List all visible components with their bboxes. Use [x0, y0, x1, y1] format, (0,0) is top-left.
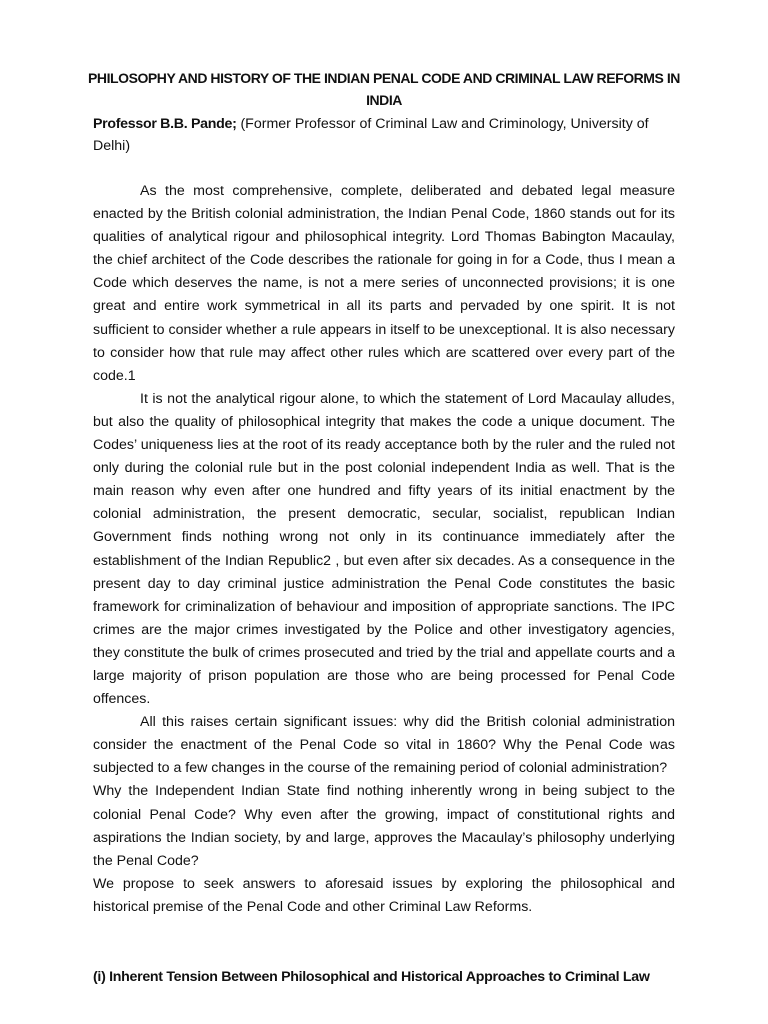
paragraph-4: Why the Independent Indian State find nothing inherently wrong in being subject to the colonial Penal Code? Why even after the growing, impact of constitutional rights and aspirations the Indian society, by and large, approves the Macaulay’s philosophy underlying the Penal Code? — [93, 783, 675, 869]
author-affiliation: (Former Professor of Criminal Law and Criminology, University of Delhi) — [93, 116, 649, 154]
section-heading: (i) Inherent Tension Between Philosophical and Historical Approaches to Criminal Law — [93, 969, 650, 985]
paragraph-2: It is not the analytical rigour alone, to which the statement of Lord Macaulay alludes, but also the quality of philosophical integrity that makes the code a unique document. The Codes’ uniqueness lies at the root of its ready acceptance both by the ruler and the ruled not only during the colonial rule but in the post colonial independent India as well. That is the main reason why even after one hundred and fifty years of its initial enactment by the colonial administration, the present democratic, secular, socialist, republican Indian Government finds nothing wrong not only in its continuance immediately after the establishment of the Indian Republic2 , but even after six decades. As a consequence in the present day to day criminal justice administration the Penal Code constitutes the basic framework for criminalization of behaviour and imposition of appropriate sanctions. The IPC crimes are the major crimes investigated by the Police and other investigatory agencies, they constitute the bulk of crimes prosecuted and tried by the trial and appellate courts and a large majority of prison population are those who are being processed for Penal Code offences. — [93, 390, 675, 708]
author-line — [93, 113, 683, 157]
paragraph-1: As the most comprehensive, complete, deliberated and debated legal measure enacted by the British colonial administration, the Indian Penal Code, 1860 stands out for its qualities of analytical rigour and philosophical integrity. Lord Thomas Babington Macaulay, the chief architect of the Code describes the rationale for going in for a Code, thus I mean a Code which deserves the name, is not a mere series of unconnected provisions; it is one great and entire work symmetrical in all its parts and pervaded by one spirit. It is not sufficient to consider whether a rule appears in itself to be unexceptional. It is also necessary to consider how that rule may affect other rules which are scattered over every part of the code.1 — [93, 183, 675, 384]
document-title: PHILOSOPHY AND HISTORY OF THE INDIAN PENAL CODE AND CRIMINAL LAW REFORMS IN INDIA — [88, 70, 680, 108]
paragraph-3: All this raises certain significant issues: why did the British colonial administration consider the enactment of the Penal Code so vital in 1860? Why the Penal Code was subjected to a few changes in the course of the remaining period of colonial administration? — [93, 714, 675, 777]
document-body — [93, 180, 675, 919]
paragraph-5: We propose to seek answers to aforesaid issues by exploring the philosophical and historical premise of the Penal Code and other Criminal Law Reforms. — [93, 875, 675, 915]
author-name: Professor B.B. Pande; — [93, 116, 237, 132]
